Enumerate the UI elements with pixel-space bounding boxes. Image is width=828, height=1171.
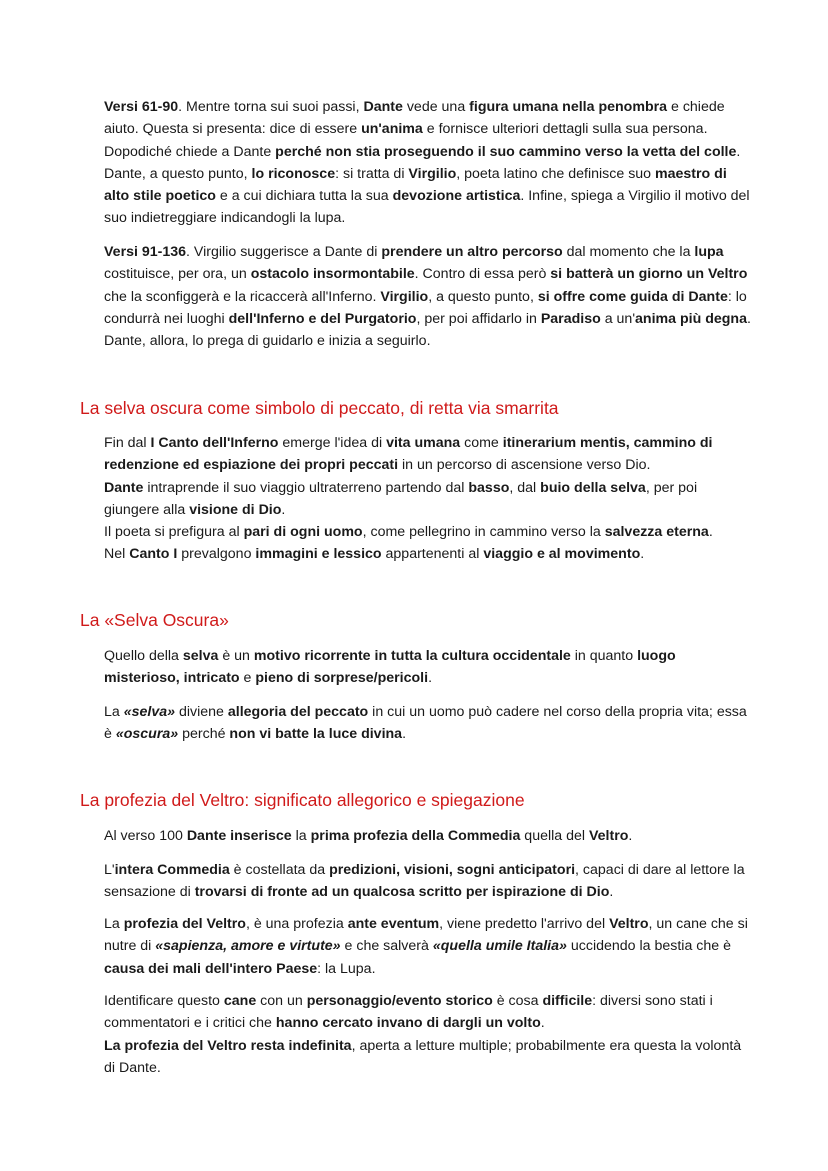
text-run: in quanto	[570, 648, 638, 664]
text-run: e a cui dichiara tutta la sua	[215, 188, 393, 205]
emphasis-text: profezia del Veltro	[123, 916, 246, 932]
text-run: è costellata da	[229, 862, 330, 878]
text-run: è cosa	[492, 993, 543, 1009]
text-run: appartenenti al	[381, 546, 484, 563]
emphasis-text: perché non stia proseguendo il suo cammino verso la vetta del colle	[275, 143, 737, 160]
paragraph-intera-commedia	[104, 859, 754, 904]
text-run: .	[540, 1015, 545, 1032]
emphasis-text: cane	[223, 993, 257, 1009]
text-run: quella del	[520, 828, 589, 844]
text-run: in cui un uomo può cadere nel corso della propria vita; essa è	[104, 704, 747, 743]
paragraph-versi-91-136	[104, 241, 754, 352]
text-run: , è una profezia	[245, 916, 348, 932]
emphasis-text: buio della selva	[540, 479, 646, 496]
text-run: .	[402, 726, 407, 743]
emphasis-text: Veltro	[588, 828, 629, 844]
text-run: . Dante, a questo punto,	[104, 143, 741, 182]
emphasis-text: Veltro	[609, 916, 649, 932]
emphasis-text: Dante	[363, 99, 403, 115]
emphasis-text: prima profezia della Commedia	[310, 828, 521, 844]
text-run: intraprende il suo viaggio ultraterreno partendo dal	[143, 479, 469, 496]
emphasis-text: Versi 61-90	[104, 99, 179, 115]
text-run: Al verso 100	[104, 828, 187, 844]
emphasis-text: si batterà un giorno un Veltro	[550, 266, 748, 283]
text-run: come	[460, 435, 503, 451]
emphasis-text: viaggio e al movimento	[483, 546, 641, 563]
emphasis-text: itinerarium mentis, cammino di redenzione ed espiazione dei propri peccati	[104, 435, 713, 474]
text-run: , come pellegrino in cammino verso la	[362, 524, 605, 541]
emphasis-text: I Canto dell'Inferno	[150, 435, 279, 451]
text-run: . Dante, allora, lo prega di guidarlo e inizia a seguirlo.	[104, 310, 751, 350]
text-run: .	[708, 524, 713, 541]
emphasis-text: ostacolo insormontabile	[250, 266, 415, 283]
heading-selva-oscura: La «Selva Oscura»	[80, 610, 229, 630]
emphasis-text: Canto I	[129, 546, 178, 563]
emphasis-text: figura umana nella penombra	[469, 99, 668, 115]
text-run: .	[609, 884, 614, 901]
emphasis-text: «quella umile Italia»	[432, 938, 567, 955]
text-run: . Mentre torna sui suoi passi,	[178, 99, 364, 115]
text-run: : diversi sono stati i commentatori e i critici che	[104, 993, 713, 1032]
text-run: Identificare questo	[104, 993, 224, 1009]
text-run: , dal	[509, 479, 541, 496]
emphasis-text: anima più degna	[635, 310, 747, 327]
text-run: : si tratta di	[335, 165, 409, 182]
text-run: .	[281, 501, 286, 518]
text-run: Quello della	[104, 648, 183, 664]
text-run: .	[628, 828, 633, 844]
emphasis-text: ante eventum	[347, 916, 440, 932]
text-run: La	[104, 704, 124, 720]
text-run: , capaci di dare al lettore la sensazione di	[104, 862, 745, 901]
text-run: , aperta a letture multiple; probabilmente era questa la volontà di Dante.	[104, 1037, 742, 1076]
emphasis-text: intera Commedia	[114, 862, 230, 878]
paragraph-versi-61-90	[104, 96, 754, 230]
emphasis-text: allegoria del peccato	[227, 704, 369, 720]
emphasis-text: dell'Inferno e del Purgatorio	[228, 310, 417, 327]
text-run: , viene predetto l'arrivo del	[439, 916, 610, 932]
text-run: che la sconfiggerà e la ricaccerà all'Inferno.	[104, 288, 381, 305]
emphasis-text: lo riconosce	[251, 165, 336, 182]
emphasis-text: basso	[468, 479, 510, 496]
emphasis-text: visione di Dio	[189, 501, 282, 518]
paragraph-verso-100	[104, 825, 754, 847]
emphasis-text: difficile	[542, 993, 593, 1009]
text-run: perché	[178, 726, 230, 743]
emphasis-text: immagini e lessico	[255, 546, 382, 563]
emphasis-text: hanno cercato invano di dargli un volto	[275, 1015, 541, 1032]
paragraph-profezia-veltro	[104, 913, 754, 980]
emphasis-text: motivo ricorrente in tutta la cultura occidentale	[253, 648, 571, 664]
text-run: La	[104, 916, 124, 932]
emphasis-text: salvezza eterna	[604, 524, 709, 541]
text-run: Fin dal	[104, 435, 151, 451]
text-run: e	[239, 670, 256, 687]
emphasis-text: luogo misterioso, intricato	[104, 648, 676, 687]
paragraph-selva-motivo	[104, 645, 754, 690]
emphasis-text: La profezia del Veltro resta indefinita	[104, 1037, 352, 1054]
emphasis-text: Dante inserisce	[186, 828, 292, 844]
emphasis-text: un'anima	[361, 121, 423, 138]
text-run: è un	[218, 648, 254, 664]
text-run: costituisce, per ora, un	[104, 266, 251, 283]
emphasis-text: devozione artistica	[392, 188, 521, 205]
emphasis-text: «selva»	[123, 704, 176, 720]
text-run: .	[428, 670, 433, 687]
text-run: emerge l'idea di	[278, 435, 387, 451]
text-run: , un cane che si nutre di	[104, 916, 748, 955]
emphasis-text: non vi batte la luce divina	[229, 726, 403, 743]
emphasis-text: Versi 91-136	[104, 244, 187, 260]
text-run: , poeta latino che definisce suo	[456, 165, 656, 182]
heading-selva-oscura-simbolo: La selva oscura come simbolo di peccato, di retta via smarrita	[80, 398, 559, 418]
emphasis-text: «sapienza, amore e virtute»	[155, 938, 341, 955]
text-run: Nel	[104, 546, 130, 563]
paragraph-fin-dal-canto	[104, 432, 754, 566]
text-run: , a questo punto,	[428, 288, 538, 305]
text-run: in un percorso di ascensione verso Dio.	[398, 457, 651, 474]
text-run: . Virgilio suggerisce a Dante di	[186, 244, 382, 260]
emphasis-text: pari di ogni uomo	[243, 524, 363, 541]
text-run: e fornisce ulteriori dettagli sulla sua persona. Dopodiché chiede a Dante	[104, 121, 708, 160]
emphasis-text: si offre come guida di Dante	[537, 288, 728, 305]
emphasis-text: trovarsi di fronte ad un qualcosa scritto per ispirazione di Dio	[194, 884, 610, 901]
emphasis-text: personaggio/evento storico	[306, 993, 493, 1009]
emphasis-text: selva	[182, 648, 219, 664]
text-run: vede una	[402, 99, 470, 115]
text-run: prevalgono	[177, 546, 256, 563]
emphasis-text: Virgilio	[408, 165, 457, 182]
text-run: diviene	[175, 704, 228, 720]
emphasis-text: predizioni, visioni, sogni anticipatori	[329, 862, 576, 878]
emphasis-text: Dante	[104, 479, 144, 496]
text-run: uccidendo la bestia che è	[566, 938, 731, 955]
emphasis-text: lupa	[694, 244, 724, 260]
text-run: , per poi giungere alla	[104, 479, 698, 518]
emphasis-text: causa dei mali dell'intero Paese	[104, 960, 318, 977]
text-run: e chiede aiuto. Questa si presenta: dice di essere	[104, 99, 725, 138]
emphasis-text: Paradiso	[540, 310, 601, 327]
emphasis-text: «oscura»	[115, 726, 179, 743]
text-run: , per poi affidarlo in	[416, 310, 541, 327]
text-run: dal momento che la	[562, 244, 695, 260]
text-run: .	[640, 546, 645, 563]
emphasis-text: prendere un altro percorso	[381, 244, 563, 260]
text-run: a un'	[600, 310, 636, 327]
text-run: : lo condurrà nei luoghi	[104, 288, 747, 327]
emphasis-text: vita umana	[386, 435, 461, 451]
paragraph-selva-allegoria	[104, 701, 754, 746]
text-run: Il poeta si prefigura al	[104, 524, 244, 541]
text-run: e che salverà	[340, 938, 433, 955]
text-run: : la Lupa.	[317, 960, 376, 977]
emphasis-text: Virgilio	[380, 288, 429, 305]
text-run: L'	[104, 862, 115, 878]
emphasis-text: maestro di alto stile poetico	[104, 165, 727, 205]
text-run: la	[291, 828, 311, 844]
paragraph-identificare-cane	[104, 990, 754, 1079]
heading-profezia-veltro: La profezia del Veltro: significato allegorico e spiegazione	[80, 790, 525, 810]
emphasis-text: pieno di sorprese/pericoli	[255, 670, 429, 687]
text-run: . Contro di essa però	[414, 266, 551, 283]
text-run: con un	[256, 993, 307, 1009]
text-run: . Infine, spiega a Virgilio il motivo del suo indietreggiare indicandogli la lupa.	[104, 188, 750, 227]
